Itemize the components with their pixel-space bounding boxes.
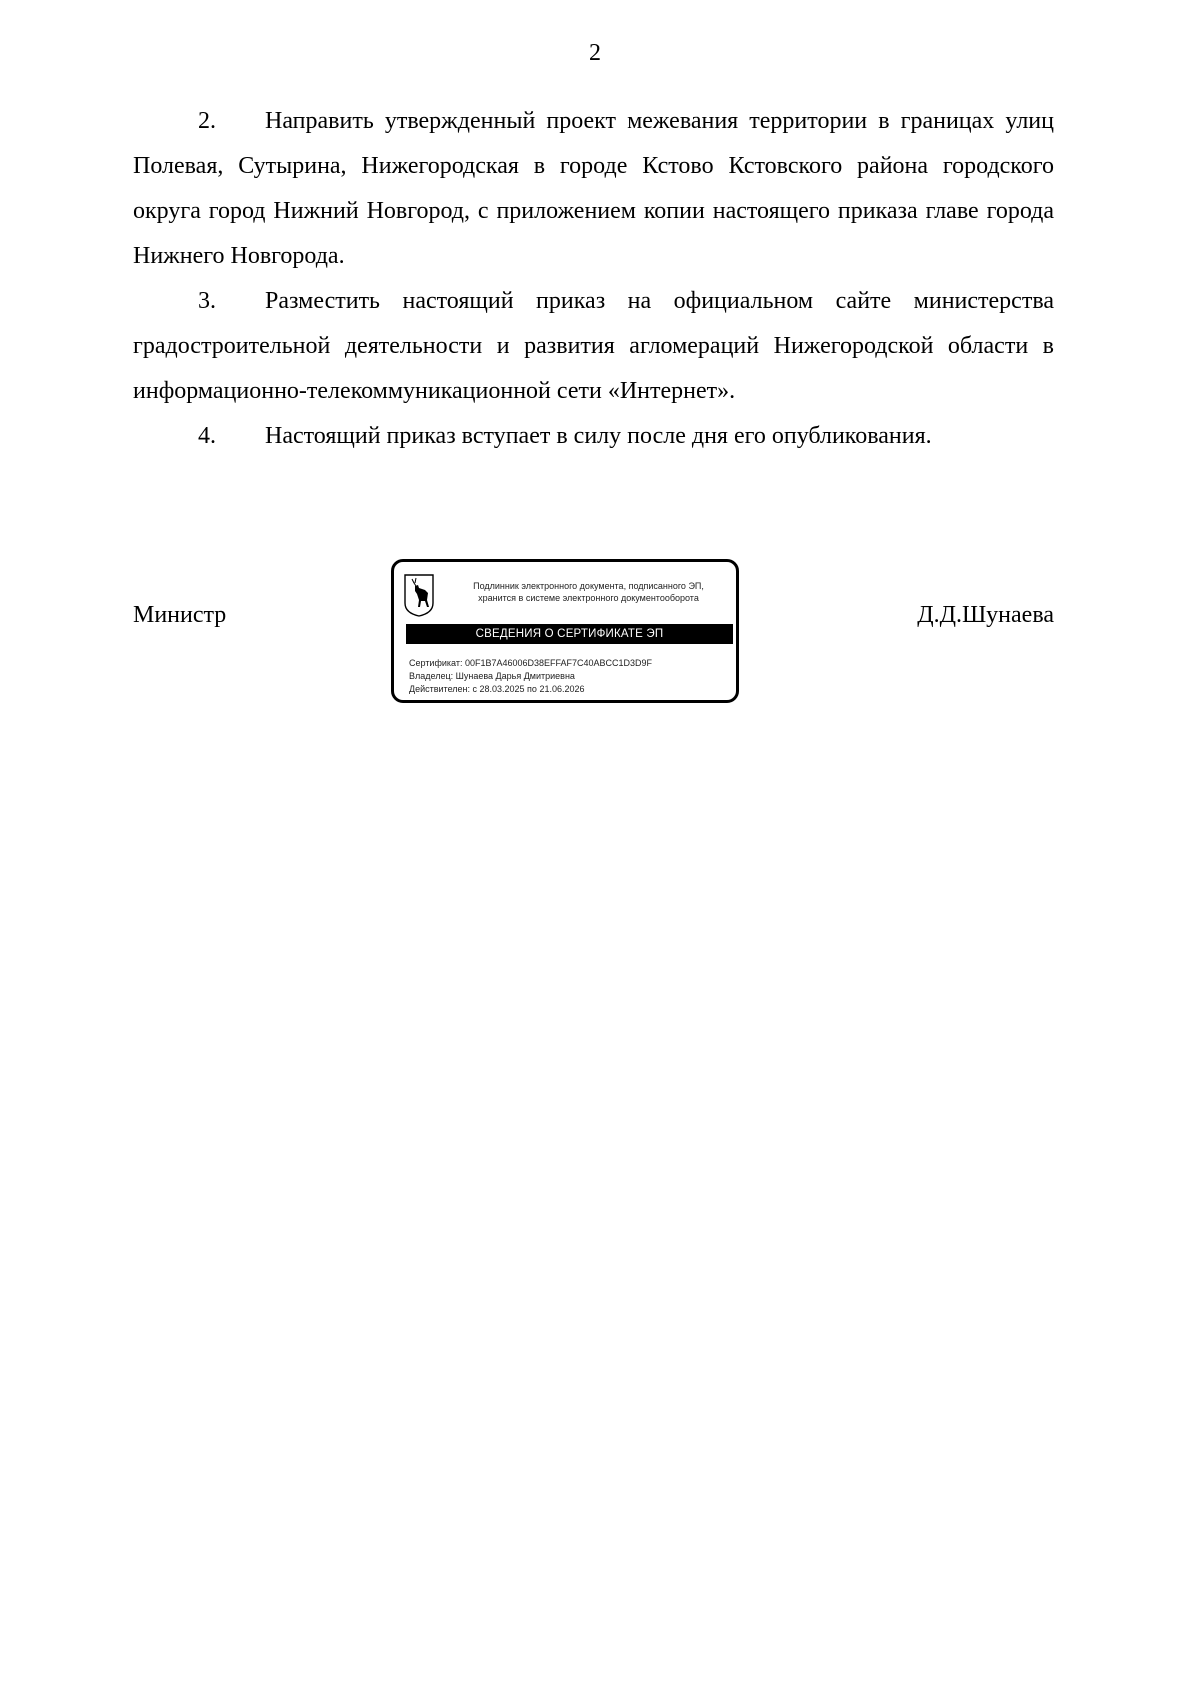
certificate-validity: Действителен: с 28.03.2025 по 21.06.2026 [409, 684, 585, 694]
paragraph-2 [133, 99, 1054, 279]
stamp-details [409, 657, 652, 696]
certificate-owner: Владелец: Шунаева Дарья Дмитриевна [409, 671, 575, 681]
page-number: 2 [589, 40, 601, 66]
certificate-number: Сертификат: 00F1B7A46006D38EFFAF7C40ABCC1D3D9F [409, 658, 653, 668]
paragraph-number: 2. [198, 108, 216, 134]
electronic-signature-stamp [391, 559, 739, 703]
paragraph-text: Направить утвержденный проект межевания территории в границах улиц Полевая, Сутырина, Нижегородская в городе Кстово Кстовского района городского округа город Нижний Новгород, с приложением копии настоящего приказа главе города Нижнего Новгорода. [133, 108, 1054, 269]
signer-name: Д.Д.Шунаева [917, 602, 1054, 628]
paragraph-text: Разместить настоящий приказ на официальном сайте министерства градостроительной деятельности и развития агломераций Нижегородской области в информационно-телекоммуникационной сети «Интернет». [133, 288, 1054, 404]
paragraph-number: 3. [198, 288, 216, 314]
paragraph-number: 4. [198, 423, 216, 449]
paragraph-3 [133, 279, 1054, 414]
signer-position: Министр [133, 602, 227, 628]
stamp-title: СВЕДЕНИЯ О СЕРТИФИКАТЕ ЭП [406, 624, 733, 644]
deer-emblem-icon [403, 573, 435, 617]
document-body [133, 99, 1054, 459]
paragraph-text: Настоящий приказ вступает в силу после дня его опубликования. [265, 423, 932, 449]
stamp-header-line: хранится в системе электронного документооборота [478, 593, 699, 603]
stamp-header [446, 580, 731, 604]
paragraph-4 [133, 414, 1054, 459]
stamp-header-line: Подлинник электронного документа, подписанного ЭП, [473, 581, 704, 591]
